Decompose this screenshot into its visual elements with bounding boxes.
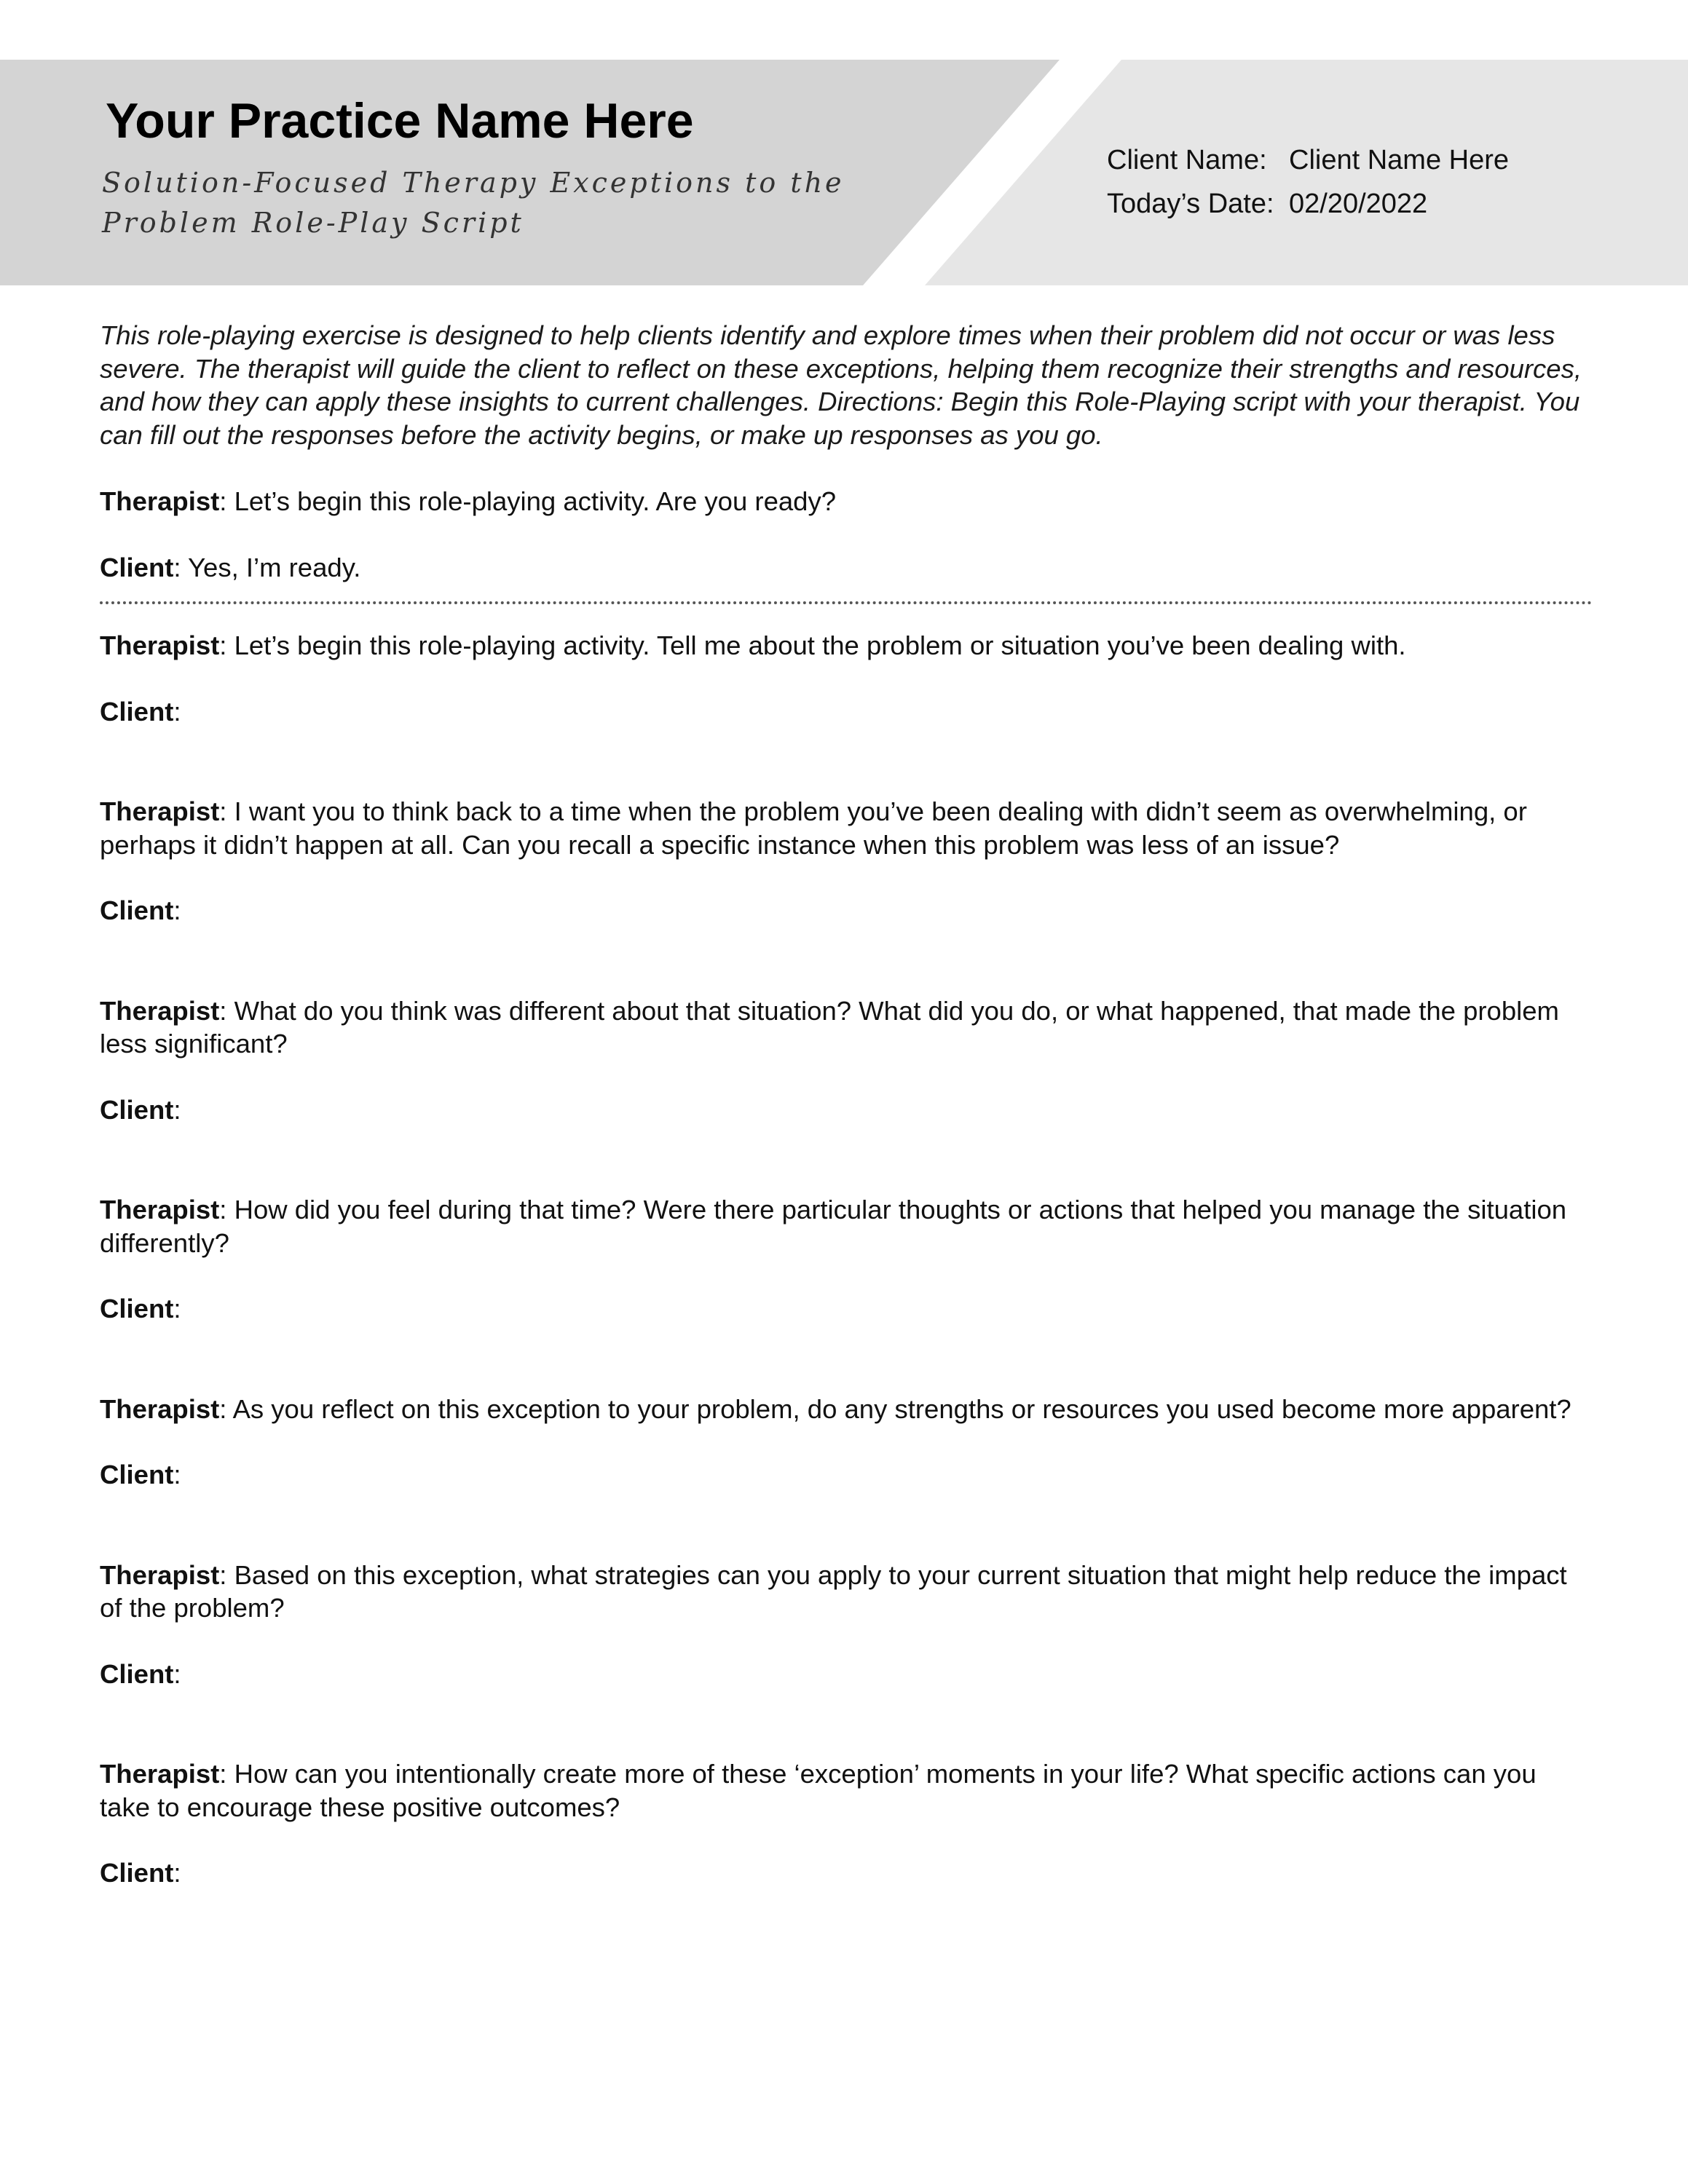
therapist-label: Therapist [100, 486, 220, 516]
therapist-line [100, 629, 1593, 662]
client-label: Client [100, 895, 174, 925]
therapist-text: : I want you to think back to a time when the problem you’ve been dealing with didn’t seem as overwhelming, or perhaps it didn’t happen at all. Can you recall a specific instance when this problem was less of an issue? [100, 796, 1527, 860]
script-exchange [100, 629, 1593, 728]
script-exchange [100, 1757, 1593, 1890]
therapist-text: : Let’s begin this role-playing activity. Tell me about the problem or situation you’ve been dealing with. [219, 630, 1406, 660]
client-text: : [173, 1460, 181, 1489]
date-label: Today’s Date: [1107, 189, 1274, 219]
therapist-label: Therapist [100, 1393, 220, 1424]
script-exchange [100, 1393, 1593, 1492]
therapist-label: Therapist [100, 1759, 220, 1789]
client-label: Client [100, 552, 174, 582]
therapist-line [100, 1559, 1593, 1625]
script-exchange [100, 795, 1593, 927]
script-exchange [100, 1559, 1593, 1691]
client-response-line[interactable] [100, 1093, 1593, 1127]
script-list [100, 629, 1593, 1890]
therapist-line [100, 994, 1593, 1061]
client-info [1107, 138, 1509, 226]
client-label: Client [100, 1658, 174, 1689]
therapist-text: : What do you think was different about that situation? What did you do, or what happened, that made the problem less significant? [100, 995, 1559, 1059]
client-response-line[interactable] [100, 1458, 1593, 1492]
therapist-label: Therapist [100, 796, 220, 826]
date-value[interactable]: 02/20/2022 [1289, 189, 1428, 219]
therapist-text: : How can you intentionally create more of these ‘exception’ moments in your life? What specific actions can you take to encourage these positive outcomes? [100, 1759, 1537, 1822]
worksheet-subtitle: Solution-Focused Therapy Exceptions to the Problem Role-Play Script [102, 167, 845, 239]
intro-paragraph: This role-playing exercise is designed to help clients identify and explore times when their problem did not occur or was less severe. The therapist will guide the client to reflect on these exceptions, helping them recognize their strengths and resources, and how they can apply these insights to current challenges. Directions: Begin this Role-Playing script with your therapist. You can fill out the responses before the activity begins, or make up responses as you go. [100, 320, 1582, 450]
client-text: : [173, 1658, 181, 1689]
dotted-divider [100, 601, 1593, 604]
warmup-therapist-line [100, 485, 1593, 518]
therapist-text: : How did you feel during that time? Were there particular thoughts or actions that helped you manage the situation differently? [100, 1195, 1567, 1258]
client-response-line[interactable] [100, 695, 1593, 729]
therapist-label: Therapist [100, 995, 220, 1026]
client-text: : [173, 696, 181, 727]
client-name-value[interactable]: Client Name Here [1289, 145, 1509, 175]
client-label: Client [100, 696, 174, 727]
client-text: : [173, 1094, 181, 1125]
client-text: : [173, 1858, 181, 1888]
client-text: : Yes, I’m ready. [173, 552, 361, 582]
client-response-line[interactable] [100, 1292, 1593, 1326]
client-response-line[interactable] [100, 1658, 1593, 1691]
therapist-text: : Based on this exception, what strategies can you apply to your current situation that might help reduce the impact of the problem? [100, 1559, 1567, 1623]
therapist-label: Therapist [100, 630, 220, 660]
date-row [1107, 182, 1509, 226]
client-label: Client [100, 1858, 174, 1888]
therapist-text: : Let’s begin this role-playing activity. Are you ready? [219, 486, 837, 516]
client-text: : [173, 895, 181, 925]
therapist-label: Therapist [100, 1559, 220, 1590]
client-label: Client [100, 1460, 174, 1489]
client-response-line[interactable] [100, 894, 1593, 927]
client-response-line[interactable] [100, 1856, 1593, 1890]
client-name-row [1107, 138, 1509, 182]
script-exchange [100, 994, 1593, 1127]
script-exchange [100, 1193, 1593, 1326]
therapist-label: Therapist [100, 1195, 220, 1224]
worksheet-body [100, 319, 1593, 1957]
therapist-text: : As you reflect on this exception to your problem, do any strengths or resources you used become more apparent? [219, 1393, 1571, 1424]
therapist-line [100, 795, 1593, 861]
practice-name: Your Practice Name Here [106, 93, 694, 149]
warmup-client-line [100, 551, 1593, 585]
client-name-label: Client Name: [1107, 145, 1267, 175]
client-label: Client [100, 1294, 174, 1324]
therapist-line [100, 1393, 1593, 1426]
therapist-line [100, 1757, 1593, 1824]
client-text: : [173, 1294, 181, 1324]
client-label: Client [100, 1094, 174, 1125]
therapist-line [100, 1193, 1593, 1259]
